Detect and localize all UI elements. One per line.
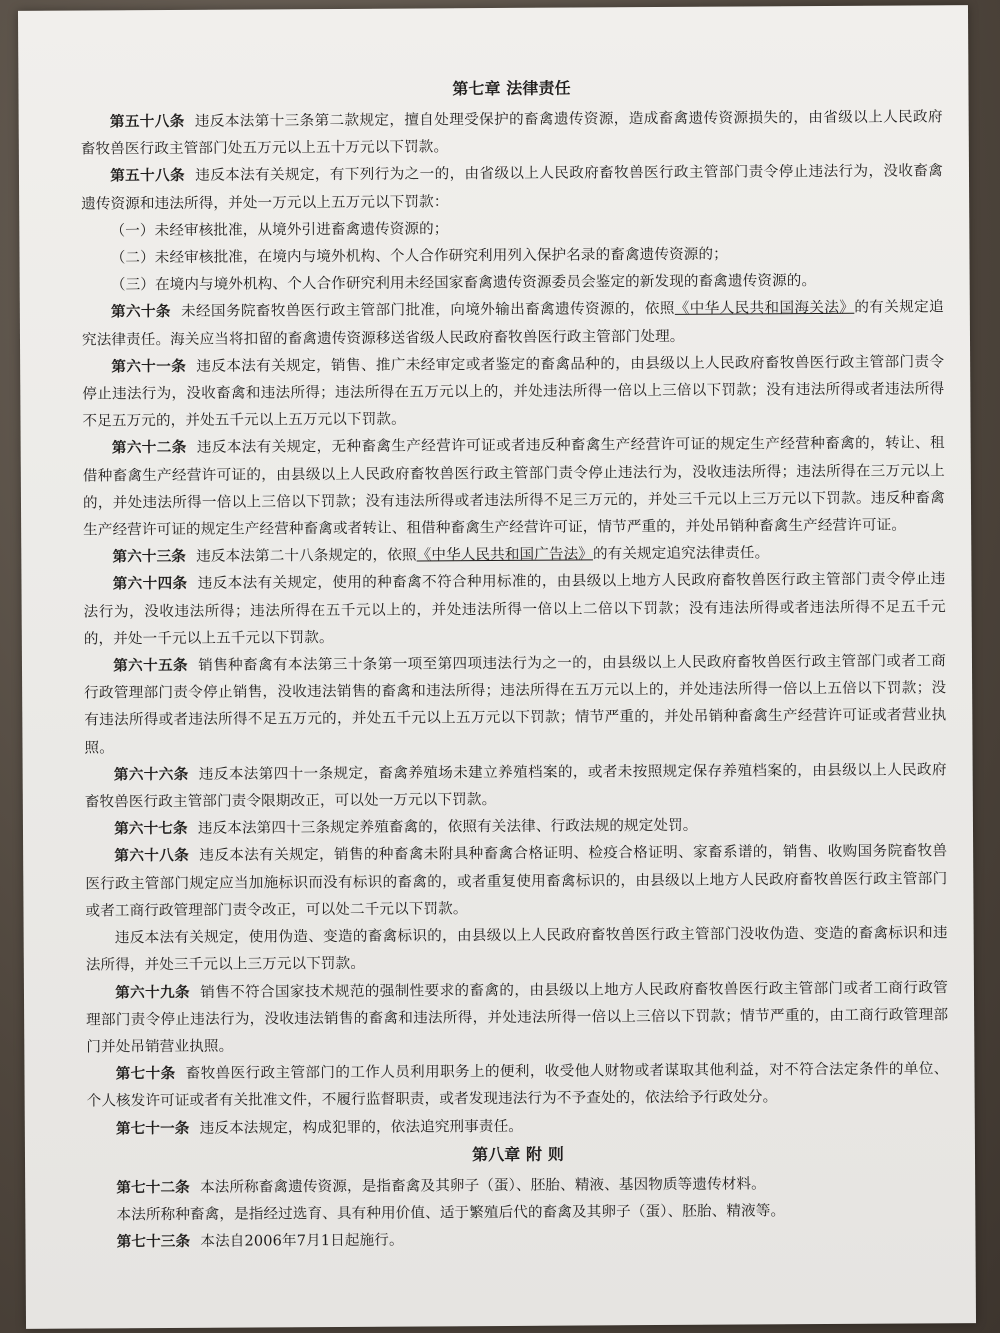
article-text: 销售不符合国家技术规范的强制性要求的畜禽的，由县级以上地方人民政府畜牧兽医行政主管部门或者工商行政管理部门责令停止违法行为，没收违法销售的畜禽和违法所得，并处违法所得一倍以上三倍以下罚款；情节严重的，由工商行政管理部门并处吊销营业执照。 (86, 978, 949, 1056)
article-number: 第七十二条 (116, 1178, 190, 1197)
law-reference: 《中华人民共和国海关法》 (674, 299, 855, 318)
article-text: 违反本法有关规定，有下列行为之一的，由省级以上人民政府畜牧兽医行政主管部门责令停止违法行为，没收畜禽遗传资源和违法所得，并处一万元以上五万元以下罚款： (81, 162, 944, 213)
article-text: 的有关规定追究法律责任。海关应当将扣留的畜禽遗传资源移送省级人民政府畜牧兽医行政主管部门处理。 (81, 298, 944, 349)
article-text: 畜牧兽医行政主管部门的工作人员利用职务上的便利，收受他人财物或者谋取其他利益，对不符合法定条件的单位、个人核发许可证或者有关批准文件，不履行监督职责，或者发现违法行为不予查处的，依法给予行政处分。 (86, 1060, 949, 1110)
article-text: 违反本法第二十八条规定的，依照 (196, 546, 417, 566)
article (81, 103, 943, 163)
article-number: 第六十条 (110, 303, 171, 321)
article-number: 第六十七条 (114, 820, 188, 838)
document-page (18, 5, 976, 1329)
list-item: （三）在境内与境外机构、个人合作研究利用未经国家畜禽遗传资源委员会鉴定的新发现的畜禽遗传资源的。 (110, 272, 817, 294)
article-text: 本法所称畜禽遗传资源，是指畜禽及其卵子（蛋）、胚胎、精液、基因物质等遗传材料。 (200, 1175, 766, 1196)
article-text: 本法自2006年7月1日起施行。 (200, 1231, 404, 1250)
article-text: 违反本法有关规定，销售、推广未经审定或者鉴定的畜禽品种的，由县级以上人民政府畜牧兽医行政主管部门责令停止违法行为，没收畜禽和违法所得；违法所得在五万元以上的，并处违法所得一倍以上三倍以下罚款；没有违法所得或者违法所得不足五万元的，并处五千元以上五万元以下罚款。 (82, 353, 945, 430)
chapter-title: 第七章 法律责任 (452, 78, 571, 99)
article (85, 838, 947, 925)
article-text: 未经国务院畜牧兽医行政主管部门批准，向境外输出畜禽遗传资源的，依照 (181, 300, 675, 321)
article (81, 158, 943, 218)
article-number: 第六十一条 (111, 357, 187, 376)
list-item: （一）未经审核批准，从境外引进畜禽遗传资源的； (110, 220, 449, 240)
article-number: 第六十九条 (115, 983, 191, 1001)
article-number: 第六十四条 (112, 575, 188, 593)
article (87, 1223, 949, 1255)
article (82, 294, 944, 354)
article-number: 第六十八条 (114, 847, 190, 865)
article-number: 第六十三条 (112, 548, 187, 566)
article-text: 违反本法第四十三条规定养殖畜禽的，依照有关法律、行政法规的规定处罚。 (197, 817, 698, 838)
paragraph: 违反本法有关规定，使用伪造、变造的畜禽标识的，由县级以上人民政府畜牧兽医行政主管部门没收伪造、变造的畜禽标识和违法所得，并处三千元以上三万元以下罚款。 (85, 924, 948, 974)
article (86, 1055, 948, 1115)
document-body (80, 71, 949, 1256)
article (85, 756, 947, 816)
chapter-title: 第八章 附 则 (471, 1144, 564, 1164)
article (84, 647, 947, 761)
article-number: 第六十六条 (113, 765, 189, 784)
article-text: 违反本法有关规定，销售的种畜禽未附具种畜禽合格证明、检疫合格证明、家畜系谱的，销售、收购国务院畜牧兽医行政主管部门规定应当加施标识而没有标识的畜禽的，或者重复使用畜禽标识的，由县级以上地方人民政府畜牧兽医行政主管部门或者工商行政管理部门责令改正，可以处二千元以下罚款。 (85, 842, 948, 920)
article-number: 第五十八条 (110, 167, 186, 185)
article-number: 第六十二条 (111, 439, 187, 457)
article-text: 销售种畜禽有本法第三十条第一项至第四项违法行为之一的，由县级以上人民政府畜牧兽医行政主管部门或者工商行政管理部门责令停止销售，没收违法销售的畜禽和违法所得；违法所得在五万元以上的，并处违法所得一倍以上五倍以下罚款；没有违法所得或者违法所得不足五万元的，并处五千元以上五万元以下罚款；情节严重的，并处吊销种畜禽生产经营许可证或者营业执照。 (84, 652, 947, 757)
law-reference: 《中华人民共和国广告法》 (416, 545, 594, 564)
article (83, 566, 945, 653)
article-text: 违反本法规定，构成犯罪的，依法追究刑事责任。 (199, 1117, 524, 1137)
article-text: 违反本法第十三条第二款规定，擅自处理受保护的畜禽遗传资源，造成畜禽遗传资源损失的，由省级以上人民政府畜牧兽医行政主管部门处五万元以上五十万元以下罚款。 (80, 108, 943, 158)
article-text: 违反本法有关规定，使用的种畜禽不符合种用标准的，由县级以上地方人民政府畜牧兽医行政主管部门责令停止违法行为，没收违法所得；违法所得在五千元以上的，并处违法所得一倍以上二倍以下罚款；没有违法所得或者违法所得不足五千元的，并处一千元以上五千元以下罚款。 (83, 570, 946, 648)
paragraph: 本法所称种畜禽，是指经过选育、具有种用价值、适于繁殖后代的畜禽及其卵子（蛋）、胚胎、精液等。 (116, 1202, 786, 1224)
article-text: 违反本法第四十一条规定，畜禽养殖场未建立养殖档案的，或者未按照规定保存养殖档案的，由县级以上人民政府畜牧兽医行政主管部门责令限期改正，可以处一万元以下罚款。 (84, 761, 947, 811)
article-text: 违反本法有关规定，无种畜禽生产经营许可证或者违反种畜禽生产经营许可证的规定生产经营种畜禽的，转让、租借种畜禽生产经营许可证的，由县级以上人民政府畜牧兽医行政主管部门责令停止违法行为，没收违法所得；违法所得在三万元以上的，并处违法所得一倍以上三倍以下罚款；没有违法所得或者违法所得不足三万元的，并处三千元以上三万元以下罚款。违反种畜禽生产经营许可证的规定生产经营种畜禽或者转让、租借种畜禽生产经营许可证，情节严重的，并处吊销种畜禽生产经营许可证。 (82, 434, 946, 539)
article (86, 974, 948, 1061)
article-number: 第七十条 (115, 1065, 176, 1083)
article-number: 第五十八条 (109, 112, 185, 131)
article (82, 348, 944, 435)
article-number: 第六十五条 (113, 656, 189, 675)
list-item: （二）未经审核批准，在境内与境外机构、个人合作研究利用列入保护名录的畜禽遗传资源的； (110, 245, 728, 267)
article-number: 第七十三条 (116, 1233, 191, 1251)
article (83, 430, 946, 544)
article-text: 的有关规定追究法律责任。 (592, 544, 770, 563)
article-number: 第七十一条 (115, 1119, 190, 1137)
